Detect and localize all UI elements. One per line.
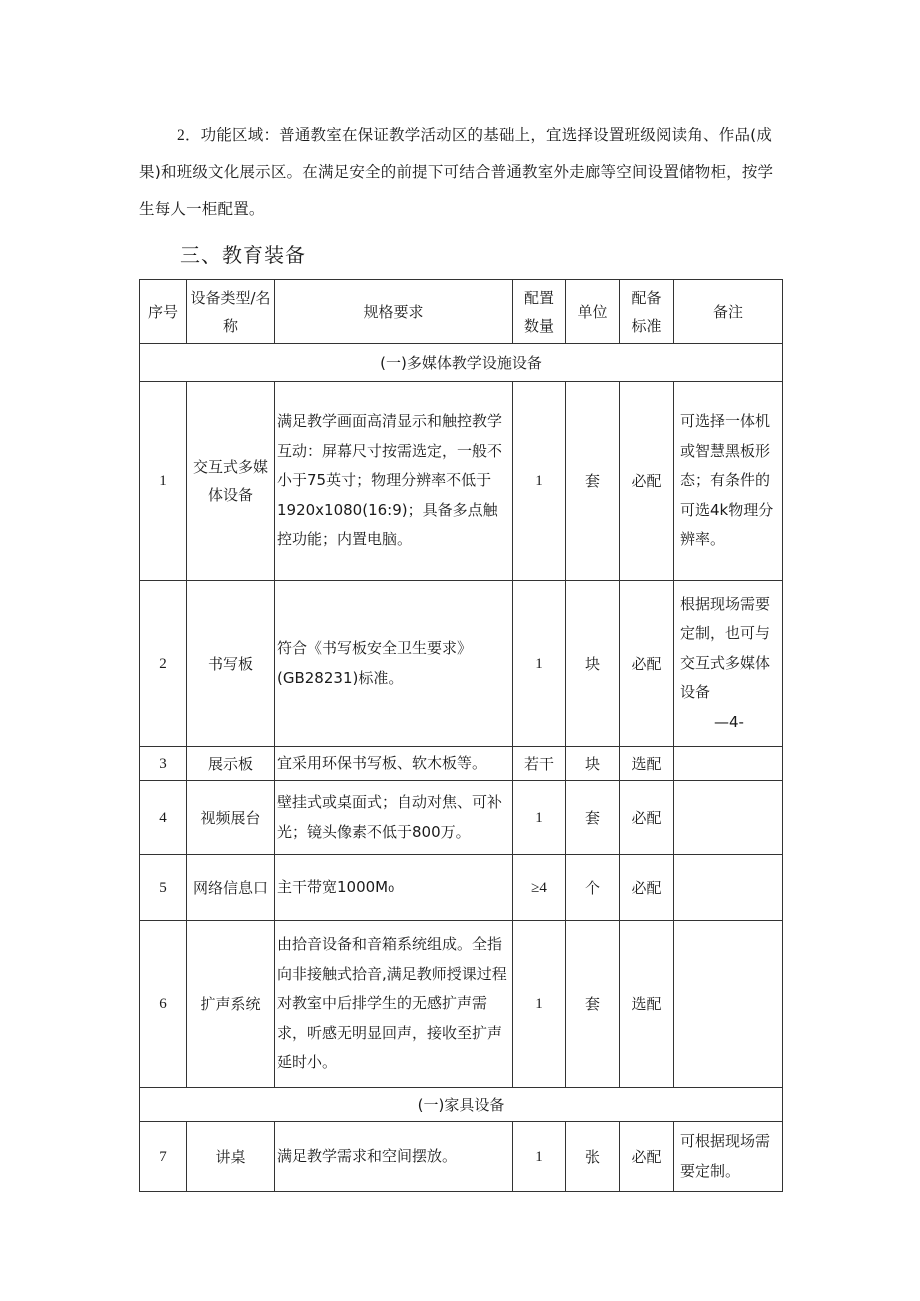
page-number: —4-: [714, 712, 744, 731]
row-unit: 套: [566, 781, 620, 855]
row-std: 选配: [620, 921, 674, 1088]
header-name: 设备类型/名 称: [187, 280, 275, 344]
row-std: 必配: [620, 581, 674, 747]
table-row: [140, 382, 783, 581]
row-name: 视频展台: [187, 781, 275, 855]
row-spec: 壁挂式或桌面式；自动对焦、可补光；镜头像素不低于800万。: [275, 781, 513, 855]
header-qty: 配置 数量: [513, 280, 566, 344]
row-spec: 满足教学画面高清显示和触控教学互动：屏幕尺寸按需选定，一般不小于75英寸；物理分辨率不低于1920x1080(16:9)；具备多点触控功能；内置电脑。: [275, 382, 513, 581]
table-row: [140, 1122, 783, 1192]
equipment-table: [139, 279, 783, 1192]
row-name: 扩声系统: [187, 921, 275, 1088]
section-title: 三、教育装备: [180, 243, 306, 267]
row-spec: 宜采用环保书写板、软木板等。: [275, 747, 513, 781]
header-unit: 单位: [566, 280, 620, 344]
row-note: 可根据现场需要定制。: [674, 1122, 783, 1192]
table-row: [140, 855, 783, 921]
row-name: 讲桌: [187, 1122, 275, 1192]
row-note: [674, 781, 783, 855]
row-name: 展示板: [187, 747, 275, 781]
row-qty: ≥4: [513, 855, 566, 921]
row-unit: 块: [566, 581, 620, 747]
row-note: [674, 921, 783, 1088]
row-std: 必配: [620, 382, 674, 581]
row-std: 必配: [620, 855, 674, 921]
row-note-text: 根据现场需要定制，也可与交互式多媒体设备: [680, 594, 771, 702]
intro-paragraph: [139, 117, 785, 228]
row-spec: 主干带宽1000M₀: [275, 855, 513, 921]
row-std: 必配: [620, 1122, 674, 1192]
row-spec: 满足教学需求和空间摆放。: [275, 1122, 513, 1192]
row-qty: 1: [513, 1122, 566, 1192]
row-spec: 符合《书写板安全卫生要求》(GB28231)标准。: [275, 581, 513, 747]
intro-number: 2: [177, 127, 185, 144]
row-name: 交互式多媒体设备: [187, 382, 275, 581]
row-unit: 块: [566, 747, 620, 781]
row-qty: 1: [513, 781, 566, 855]
row-no: 2: [140, 581, 187, 747]
row-name: 网络信息口: [187, 855, 275, 921]
header-no: 序号: [140, 280, 187, 344]
intro-text: ．功能区域：普通教室在保证教学活动区的基础上，宜选择设置班级阅读角、作品(成果)和班级文化展示区。在满足安全的前提下可结合普通教室外走廊等空间设置储物柜，按学生每人一柜配置。: [139, 126, 774, 218]
row-name: 书写板: [187, 581, 275, 747]
row-no: 1: [140, 382, 187, 581]
header-row: [140, 280, 783, 344]
row-no: 7: [140, 1122, 187, 1192]
table-row: [140, 781, 783, 855]
table-row: [140, 581, 783, 747]
header-spec: 规格要求: [275, 280, 513, 344]
row-spec: 由拾音设备和音箱系统组成。全指向非接触式拾音,满足教师授课过程对教室中后排学生的无感扩声需求，听感无明显回声，接收至扩声延时小。: [275, 921, 513, 1088]
row-std: 必配: [620, 781, 674, 855]
row-unit: 套: [566, 382, 620, 581]
header-note: 备注: [674, 280, 783, 344]
row-unit: 张: [566, 1122, 620, 1192]
row-no: 3: [140, 747, 187, 781]
row-qty: 1: [513, 581, 566, 747]
row-no: 4: [140, 781, 187, 855]
row-note: [674, 855, 783, 921]
row-std: 选配: [620, 747, 674, 781]
row-note: 可选择一体机或智慧黑板形态；有条件的可选4k物理分辨率。: [674, 382, 783, 581]
row-no: 5: [140, 855, 187, 921]
table-row: [140, 747, 783, 781]
row-qty: 1: [513, 382, 566, 581]
group-row: [140, 1088, 783, 1122]
row-qty: 1: [513, 921, 566, 1088]
group-title: (一)家具设备: [140, 1088, 783, 1122]
row-unit: 套: [566, 921, 620, 1088]
group-title: (一)多媒体教学设施设备: [140, 344, 783, 382]
row-unit: 个: [566, 855, 620, 921]
table-row: [140, 921, 783, 1088]
row-no: 6: [140, 921, 187, 1088]
group-row: [140, 344, 783, 382]
header-std: 配备 标准: [620, 280, 674, 344]
row-note: [674, 581, 783, 747]
row-note: [674, 747, 783, 781]
row-qty: 若干: [513, 747, 566, 781]
